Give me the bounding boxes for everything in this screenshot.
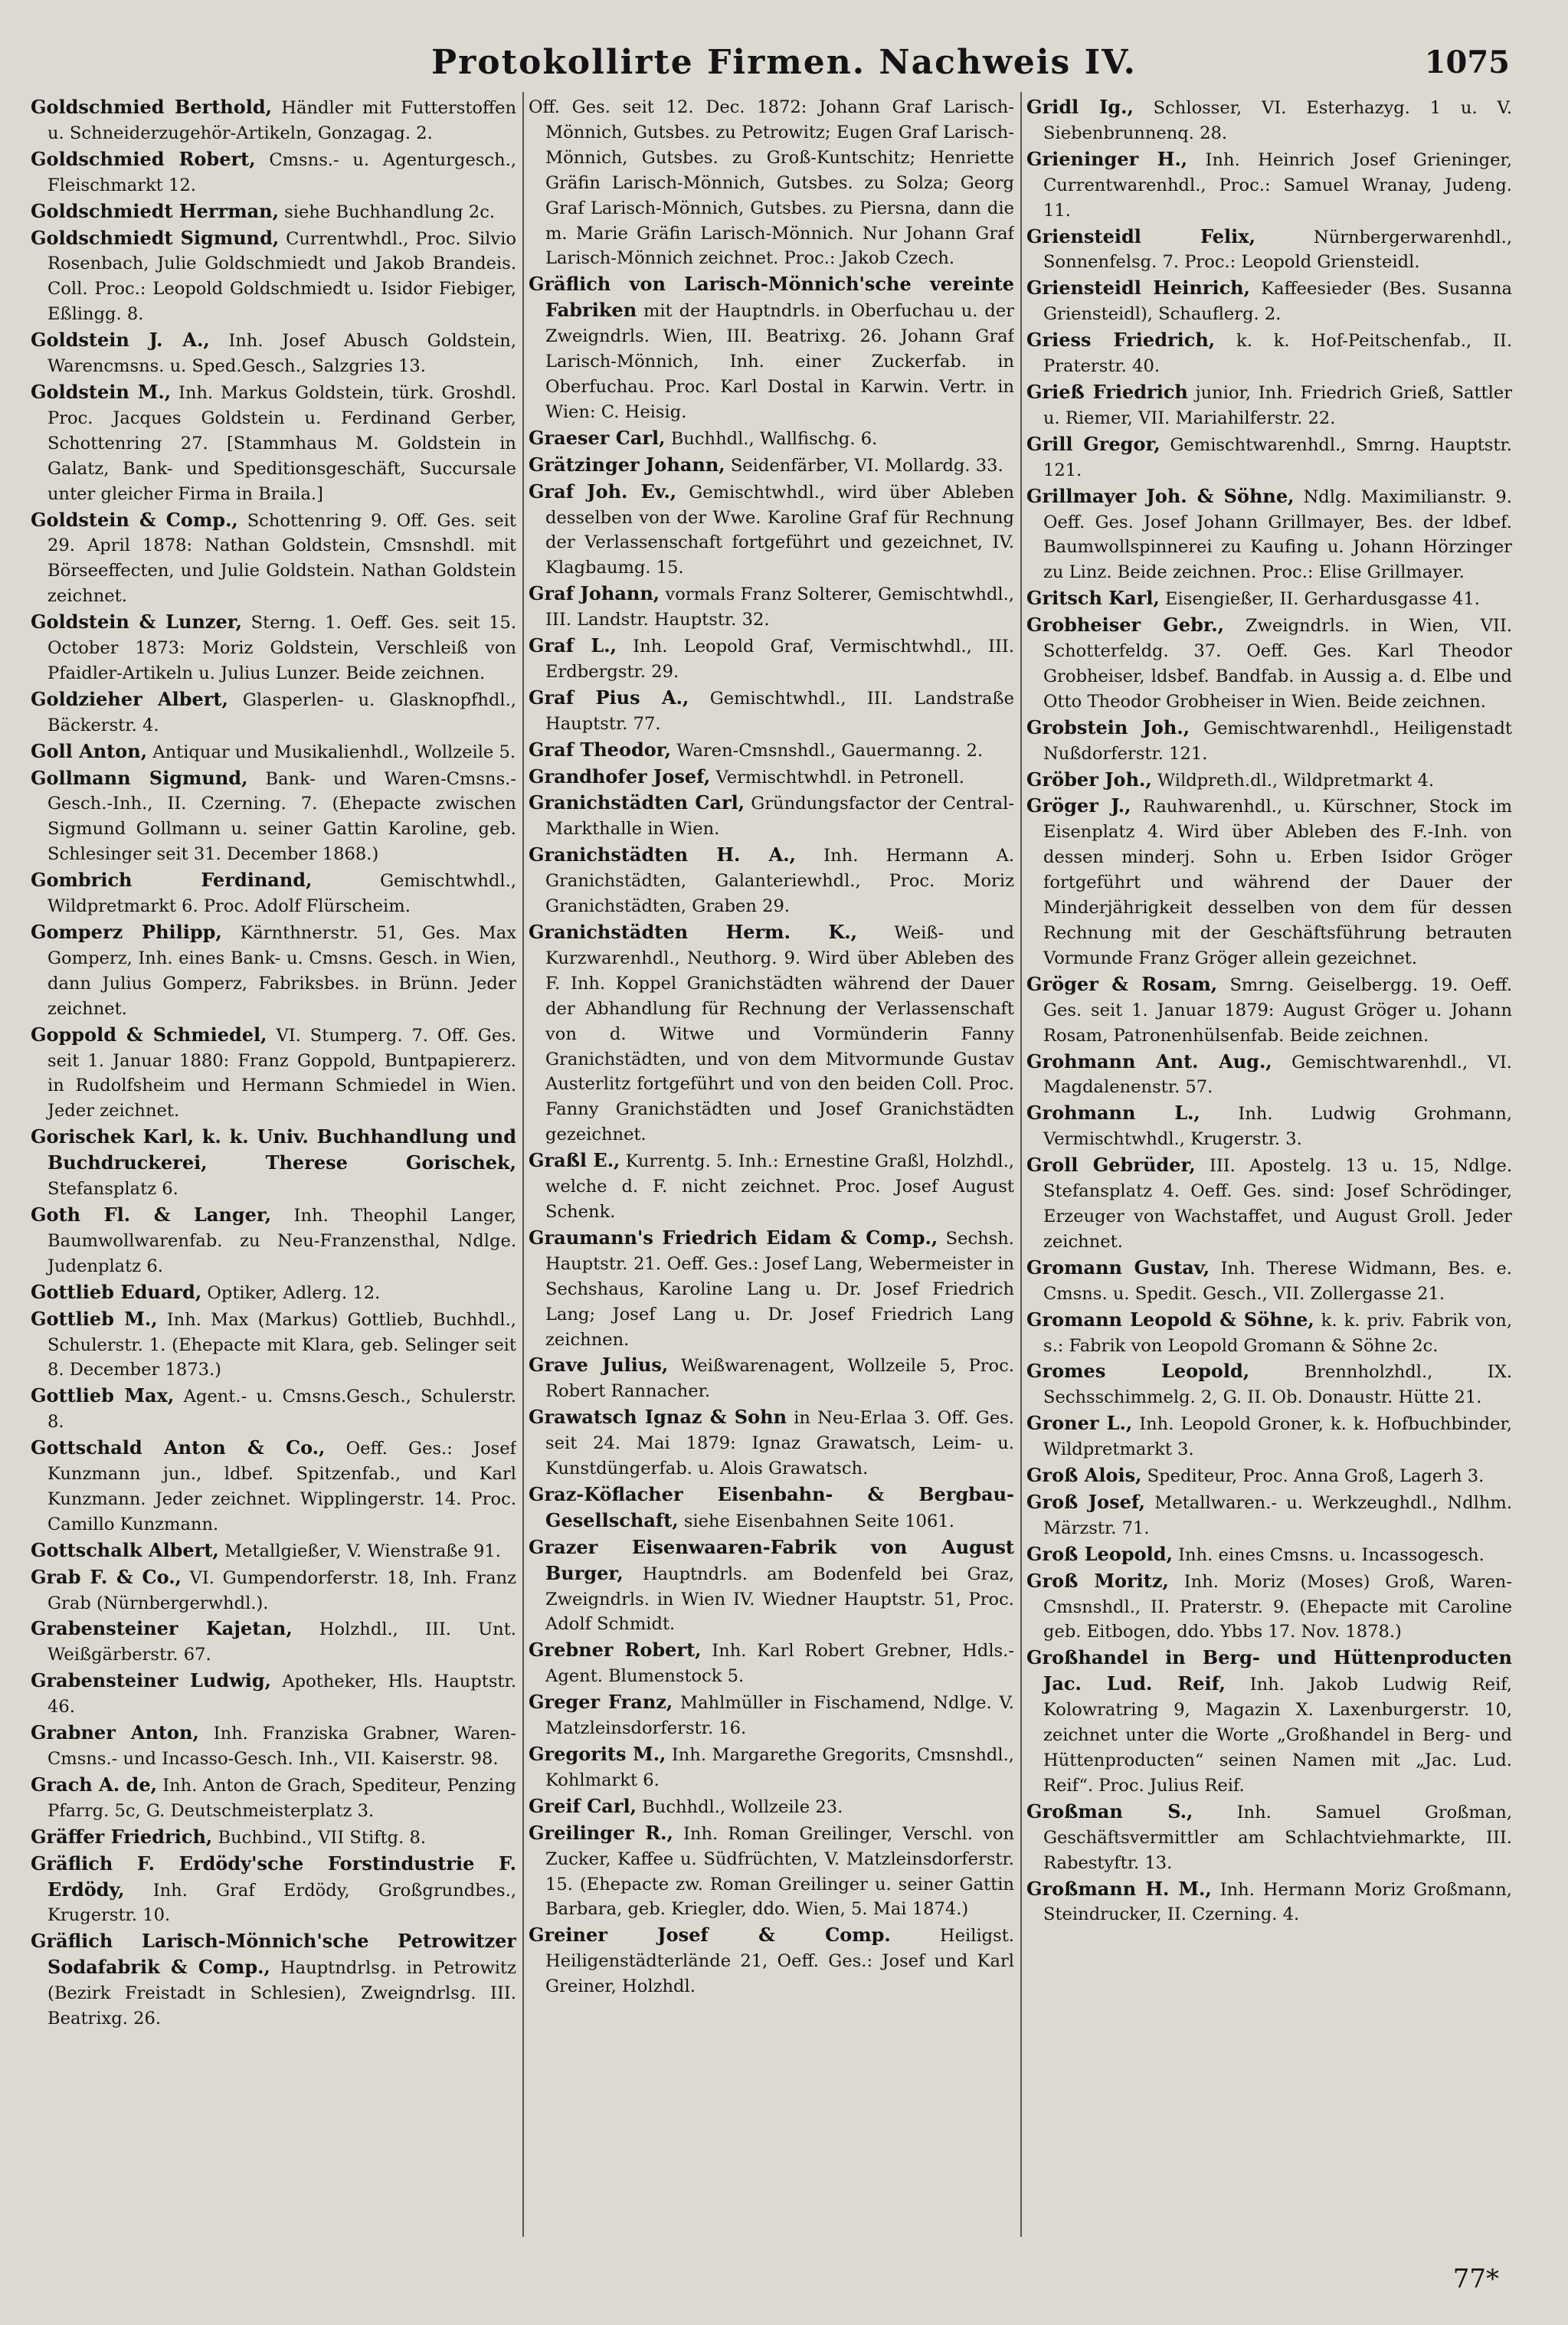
directory-entry <box>1026 1569 1512 1646</box>
directory-entry <box>1026 586 1512 612</box>
firm-name: Gromann Leopold & Söhne, <box>1026 1308 1314 1331</box>
firm-details: Kärnthnerstr. 51, Ges. Max Gomperz, Inh. eines Bank- u. Cmsns. Gesch. in Wien, dann Julius Gomperz, Fabriksbes. in Brünn. Jeder zeichnet. <box>47 923 516 1019</box>
directory-entry <box>1026 1050 1512 1101</box>
directory-entry <box>31 1125 516 1202</box>
directory-entry <box>31 766 516 868</box>
firm-name: Grieninger H., <box>1026 147 1188 170</box>
firm-name: Grab F. & Co., <box>31 1565 182 1588</box>
directory-entry <box>529 765 1014 791</box>
firm-name: Griensteidl Heinrich, <box>1026 277 1250 300</box>
directory-entry <box>31 147 516 198</box>
firm-details: Brennholzhdl., IX. Sechsschimmelg. 2, G. II. Ob. Donaustr. Hütte 21. <box>1043 1362 1512 1408</box>
firm-details: junior, Inh. Friedrich Grieß, Sattler u. Riemer, VII. Mariahilferstr. 22. <box>1043 382 1512 428</box>
firm-details: Inh. Heinrich Josef Grieninger, Currentwarenhdl., Proc.: Samuel Wranay, Judeng. 11. <box>1043 149 1512 221</box>
firm-details: Inh. Josef Abusch Goldstein, Warencmsns. u. Sped.Gesch., Salzgries 13. <box>47 331 516 377</box>
firm-details: Inh. eines Cmsns. u. Incassogesch. <box>1178 1544 1485 1565</box>
firm-details: Inh. Ludwig Grohmann, Vermischtwhdl., Krugerstr. 3. <box>1043 1104 1512 1150</box>
directory-entry <box>529 453 1014 479</box>
firm-details: Smrng. Geiselbergg. 19. Oeff. Ges. seit 1. Januar 1879: August Gröger u. Johann Rosam, Patronenhülsenfab. Beide zeichnen. <box>1043 974 1512 1046</box>
firm-name: Gollmann Sigmund, <box>31 766 248 789</box>
firm-details: Inh. Franziska Grabner, Waren-Cmsns.- und Incasso-Gesch. Inh., VII. Kaiserstr. 98. <box>47 1724 516 1769</box>
firm-name: Graßl E., <box>529 1149 620 1172</box>
firm-name: Granichstädten Herm. K., <box>529 921 858 943</box>
directory-entry <box>529 686 1014 737</box>
directory-entry <box>529 1148 1014 1225</box>
directory-entry <box>31 1721 516 1772</box>
directory-entry <box>529 634 1014 685</box>
directory-entry <box>1026 1411 1512 1462</box>
directory-entry <box>1026 1463 1512 1489</box>
firm-details: vormals Franz Solterer, Gemischtwhdl., III. Landstr. Hauptstr. 32. <box>545 585 1014 630</box>
firm-details: Inh. Margarethe Gregorits, Cmsnshdl., Kohlmarkt 6. <box>545 1745 1014 1790</box>
firm-name: Graf L., <box>529 634 617 657</box>
firm-details: Gemischtwhdl., Wildpretmarkt 6. Proc. Adolf Flürscheim. <box>47 871 516 917</box>
directory-entry <box>31 1538 516 1564</box>
directory-entry <box>31 1436 516 1537</box>
directory-entry <box>1026 1101 1512 1152</box>
directory-entry <box>31 1280 516 1306</box>
directory-entry <box>1026 1799 1512 1876</box>
column-left <box>31 95 516 2232</box>
firm-name: Gromes Leopold, <box>1026 1360 1250 1383</box>
firm-details: siehe Eisenbahnen Seite 1061. <box>683 1511 954 1531</box>
firm-name: Groner L., <box>1026 1412 1133 1435</box>
firm-name: Goldstein J. A., <box>31 329 210 352</box>
directory-entry <box>31 1023 516 1125</box>
directory-entry <box>1026 328 1512 379</box>
firm-details: Currentwhdl., Proc. Silvio Rosenbach, Julie Goldschmiedt und Jakob Brandeis. Coll. Proc.: Leopold Goldschmiedt u. Isidor Fiebiger, Eßlingg. 8. <box>47 228 516 325</box>
directory-entry <box>529 95 1014 271</box>
directory-entry <box>1026 484 1512 586</box>
directory-entry <box>31 1852 516 1929</box>
directory-entry <box>1026 794 1512 971</box>
firm-name: Grawatsch Ignaz & Sohn <box>529 1406 787 1429</box>
firm-name: Groß Josef, <box>1026 1490 1146 1513</box>
firm-details: Mahlmüller in Fischamend, Ndlge. V. Matzleinsdorferstr. 16. <box>545 1693 1014 1739</box>
firm-details: Sechsh. Hauptstr. 21. Oeff. Ges.: Josef Lang, Webermeister in Sechshaus, Karoline Lang u. Dr. Josef Friedrich Lang; Josef Lang u. Dr. Josef Friedrich Lang zeichnen. <box>545 1228 1014 1350</box>
directory-entry <box>31 1203 516 1279</box>
directory-entry <box>1026 1877 1512 1928</box>
firm-name: Greilinger R., <box>529 1821 673 1844</box>
firm-name: Greger Franz, <box>529 1691 673 1714</box>
firm-name: Grabensteiner Kajetan, <box>31 1617 293 1640</box>
firm-details: in Neu-Erlaa 3. Off. Ges. seit 24. Mai 1879: Ignaz Grawatsch, Leim- u. Kunstdüngerfab. u. Alois Grawatsch. <box>545 1408 1014 1479</box>
directory-entry <box>31 687 516 738</box>
firm-name: Gottlieb Eduard, <box>31 1280 202 1303</box>
firm-name: Gridl Ig., <box>1026 96 1134 118</box>
firm-name: Gräflich Larisch-Mönnich'sche Petrowitzer Sodafabrik & Comp., <box>31 1930 516 1979</box>
directory-entry <box>1026 95 1512 146</box>
firm-name: Grobstein Joh., <box>1026 716 1190 738</box>
firm-name: Greif Carl, <box>529 1794 637 1817</box>
firm-name: Goldzieher Albert, <box>31 687 228 710</box>
firm-name: Groß Alois, <box>1026 1464 1142 1487</box>
firm-name: Goll Anton, <box>31 739 148 762</box>
firm-name: Goldstein M., <box>31 380 172 403</box>
firm-name: Graeser Carl, <box>529 426 666 449</box>
firm-details: Zweigndrls. in Wien, VII. Schotterfeldg. 37. Oeff. Ges. Karl Theodor Grobheiser, ldsbef. Bandfab. in Aussig a. d. Elbe und Otto Theodor Grobheiser in Wien. Beide zeichnen. <box>1043 616 1512 712</box>
firm-name: Groll Gebrüder, <box>1026 1154 1196 1177</box>
firm-details: Vermischtwhdl. in Petronell. <box>715 767 964 788</box>
signature-mark: 77* <box>1452 2264 1499 2294</box>
directory-entry <box>1026 1153 1512 1255</box>
directory-entry <box>31 1384 516 1435</box>
firm-details: mit der Hauptndrls. in Oberfuchau u. der Zweigndrls. Wien, III. Beatrixg. 26. Johann Graf Larisch-Mönnich, Inh. einer Zuckerfab. in Oberfuchau. Proc. Karl Dostal in Karwin. Vertr. in Wien: C. Heisig. <box>545 301 1014 422</box>
column-divider <box>1020 92 1022 2237</box>
firm-name: Gritsch Karl, <box>1026 587 1160 610</box>
firm-name: Grazer Eisenwaaren-Fabrik von August Burger, <box>529 1535 1014 1584</box>
directory-entry <box>31 1565 516 1616</box>
directory-entry <box>529 1742 1014 1793</box>
directory-entry <box>529 1535 1014 1638</box>
directory-entry <box>529 1923 1014 1999</box>
firm-details: VI. Stumperg. 7. Off. Ges. seit 1. Januar 1880: Franz Goppold, Buntpapiererz. in Rudolfsheim und Hermann Schmiedel in Wien. Jeder zeichnet. <box>47 1025 516 1122</box>
firm-name: Gomperz Philipp, <box>31 921 222 943</box>
firm-details: Antiquar und Musikalienhdl., Wollzeile 5. <box>152 742 516 762</box>
firm-details: Holzhdl., III. Unt. Weißgärberstr. 67. <box>47 1619 516 1665</box>
firm-details: Kaffeesieder (Bes. Susanna Griensteidl), Schauflerg. 2. <box>1043 279 1512 325</box>
firm-details: Glasperlen- u. Glasknopfhdl., Bäckerstr. 4. <box>47 689 516 735</box>
directory-entry <box>31 508 516 610</box>
directory-entry <box>1026 1542 1512 1568</box>
directory-entry <box>31 1616 516 1668</box>
firm-details: Sterng. 1. Oeff. Ges. seit 15. October 1873: Moriz Goldstein, Verschleiß von Pfaidler-Artikeln u. Julius Lunzer. Beide zeichnen. <box>47 613 516 683</box>
directory-entry <box>31 199 516 225</box>
firm-name: Grohmann L., <box>1026 1102 1200 1125</box>
firm-details: Buchhdl., Wollzeile 23. <box>642 1796 843 1817</box>
firm-name: Goldschmied Robert, <box>31 147 256 170</box>
directory-entry <box>529 581 1014 633</box>
firm-details: Gemischtwarenhdl., Heiligenstadt Nußdorferstr. 121. <box>1043 718 1512 764</box>
firm-name: Gottschald Anton & Co., <box>31 1436 326 1459</box>
firm-name: Grillmayer Joh. & Söhne, <box>1026 484 1295 507</box>
directory-entry <box>1026 972 1512 1049</box>
firm-name: Groß Moritz, <box>1026 1569 1169 1592</box>
directory-entry <box>1026 224 1512 276</box>
firm-details: Händler mit Futterstoffen u. Schneiderzugehör-Artikeln, Gonzagag. 2. <box>47 98 516 143</box>
firm-name: Granichstädten Carl, <box>529 791 745 814</box>
directory-entry <box>1026 1490 1512 1541</box>
firm-name: Granichstädten H. A., <box>529 843 797 866</box>
directory-entry <box>31 226 516 328</box>
directory-entry <box>1026 1256 1512 1307</box>
firm-details: Nürnbergerwarenhdl., Sonnenfelsg. 7. Proc.: Leopold Griensteidl. <box>1043 227 1512 273</box>
directory-entry <box>31 328 516 379</box>
directory-entry <box>1026 147 1512 224</box>
firm-name: Grabensteiner Ludwig, <box>31 1669 272 1692</box>
firm-details: Cmsns.- u. Agenturgesch., Fleischmarkt 12. <box>47 149 516 195</box>
firm-details: Schlosser, VI. Esterhazyg. 1 u. V. Siebenbrunnenq. 28. <box>1043 98 1512 143</box>
firm-details: III. Apostelg. 13 u. 15, Ndlge. Stefansplatz 4. Oeff. Ges. sind: Josef Schrödinger, Erzeuger von Wachstaffet, und August Groll. Jeder zeichnet. <box>1043 1156 1512 1252</box>
firm-name: Graz-Köflacher Eisenbahn- & Bergbau-Gesellschaft, <box>529 1482 1014 1531</box>
directory-entry <box>529 843 1014 919</box>
firm-details: Oeff. Ges.: Josef Kunzmann jun., ldbef. Spitzenfab., und Karl Kunzmann. Jeder zeichnet. Wipplingerstr. 14. Proc. Camillo Kunzmann. <box>47 1439 516 1534</box>
directory-entry <box>529 1638 1014 1689</box>
firm-name: Grabner Anton, <box>31 1721 199 1744</box>
firm-name: Graf Pius A., <box>529 686 689 709</box>
firm-details: Inh. Hermann A. Granichstädten, Galanteriewhdl., Proc. Moriz Granichstädten, Graben 29. <box>545 846 1014 917</box>
firm-name: Grohmann Ant. Aug., <box>1026 1050 1272 1072</box>
firm-name: Großhandel in Berg- und Hüttenproducten Jac. Lud. Reif, <box>1026 1646 1512 1695</box>
firm-name: Graumann's Friedrich Eidam & Comp., <box>529 1226 938 1249</box>
firm-details: VI. Gumpendorferstr. 18, Inh. Franz Grab (Nürnbergerwhdl.). <box>47 1567 516 1613</box>
firm-details: Inh. Therese Widmann, Bes. e. Cmsns. u. Spedit. Gesch., VII. Zollergasse 21. <box>1043 1258 1512 1304</box>
directory-entry <box>529 791 1014 842</box>
firm-name: Graf Joh. Ev., <box>529 480 677 503</box>
firm-name: Goldschmied Berthold, <box>31 96 272 118</box>
firm-name: Gregorits M., <box>529 1743 666 1765</box>
directory-entry <box>31 1307 516 1384</box>
directory-entry <box>31 868 516 919</box>
directory-entry <box>1026 380 1512 431</box>
firm-name: Griensteidl Felix, <box>1026 224 1255 247</box>
firm-details: Eisengießer, II. Gerhardusgasse 41. <box>1165 589 1480 610</box>
directory-entry <box>529 1353 1014 1404</box>
directory-entry <box>1026 1646 1512 1798</box>
directory-entry <box>529 1821 1014 1923</box>
directory-entry <box>31 380 516 507</box>
firm-name: Gräffer Friedrich, <box>31 1825 213 1848</box>
directory-entry <box>1026 432 1512 483</box>
firm-name: Grandhofer Josef, <box>529 765 711 788</box>
firm-name: Goldstein & Lunzer, <box>31 611 243 634</box>
directory-entry <box>1026 613 1512 715</box>
directory-entry <box>31 739 516 765</box>
firm-name: Goldschmiedt Herrman, <box>31 199 279 222</box>
firm-name: Gräflich von Larisch-Mönnich'sche vereinte Fabriken <box>529 273 1014 322</box>
page-title: Protokollirte Firmen. Nachweis IV. <box>431 43 1137 82</box>
firm-name: Großmann H. M., <box>1026 1877 1212 1900</box>
directory-entry <box>31 1825 516 1851</box>
firm-details: Apotheker, Hls. Hauptstr. 46. <box>47 1672 516 1718</box>
firm-details: Gemischtwarenhdl., Smrng. Hauptstr. 121. <box>1043 434 1512 480</box>
directory-entry <box>529 426 1014 452</box>
firm-details: Inh. Hermann Moriz Großmann, Steindrucker, II. Czerning. 4. <box>1043 1879 1512 1925</box>
directory-entry <box>529 920 1014 1148</box>
firm-details: Gemischtwhdl., wird über Ableben desselben von der Wwe. Karoline Graf für Rechnung der Verlassenschaft fortgeführt und gezeichnet, IV. Klagbaumg. 15. <box>545 482 1014 578</box>
firm-details: Hauptndrlsg. in Petrowitz (Bezirk Freistadt in Schlesien), Zweigndrlsg. III. Beatrixg. 26. <box>47 1958 516 2029</box>
firm-name: Grobheiser Gebr., <box>1026 614 1225 637</box>
firm-details: Inh. Leopold Graf, Vermischtwhdl., III. Erdbergstr. 29. <box>545 637 1014 682</box>
firm-details: Kurrentg. 5. Inh.: Ernestine Graßl, Holzhdl., welche d. F. nicht zeichnet. Proc. Josef August Schenk. <box>545 1151 1014 1222</box>
firm-details: Agent.- u. Cmsns.Gesch., Schulerstr. 8. <box>47 1387 516 1433</box>
firm-details: Inh. Samuel Großman, Geschäftsvermittler am Schlachtviehmarkte, III. Rabestyftr. 13. <box>1043 1802 1512 1873</box>
firm-name: Grebner Robert, <box>529 1639 702 1662</box>
firm-details: Inh. Markus Goldstein, türk. Groshdl. Proc. Jacques Goldstein u. Ferdinand Gerber, Schottenring 27. [Stammhaus M. Goldstein in Galatz, Bank- und Speditionsgeschäft, Succursale unter gleicher Firma in Braila.] <box>47 382 516 504</box>
column-middle <box>529 95 1014 2232</box>
firm-name: Goth Fl. & Langer, <box>31 1203 272 1226</box>
firm-name: Gromann Gustav, <box>1026 1256 1210 1279</box>
column-divider <box>522 92 524 2237</box>
firm-details: Metallgießer, V. Wienstraße 91. <box>224 1541 501 1561</box>
firm-name: Goppold & Schmiedel, <box>31 1023 267 1046</box>
firm-name: Gottlieb Max, <box>31 1384 175 1407</box>
firm-details: Inh. Max (Markus) Gottlieb, Buchhdl., Schulerstr. 1. (Ehepacte mit Klara, geb. Selinger seit 8. December 1873.) <box>47 1309 516 1380</box>
firm-details: Inh. Leopold Groner, k. k. Hofbuchbinder, Wildpretmarkt 3. <box>1043 1414 1512 1460</box>
directory-entry <box>1026 716 1512 767</box>
firm-name: Griess Friedrich, <box>1026 329 1216 352</box>
directory-entry <box>31 1668 516 1720</box>
firm-name: Groß Leopold, <box>1026 1542 1173 1565</box>
firm-details: Weiß- und Kurzwarenhdl., Neuthorg. 9. Wird über Ableben des F. Inh. Koppel Granichstädten während der Dauer der Abhandlung für Rechnung der Verlassenschaft von d. Witwe und Vormünderin Fanny Granichstädten, und von dem Mitvormunde Gustav Austerlitz fortgeführt und von den beiden Coll. Proc. Fanny Granichstädten und Josef Granichstädten gezeichnet. <box>545 923 1014 1145</box>
directory-entry <box>529 272 1014 424</box>
directory-entry <box>31 1929 516 2032</box>
firm-name: Graf Johann, <box>529 582 660 605</box>
directory-entry <box>1026 1359 1512 1410</box>
firm-name: Gröger J., <box>1026 794 1131 817</box>
firm-name: Gröger & Rosam, <box>1026 972 1218 995</box>
firm-details: Spediteur, Proc. Anna Groß, Lagerh 3. <box>1147 1466 1485 1487</box>
firm-details: Wildpreth.dl., Wildpretmarkt 4. <box>1157 770 1435 791</box>
firm-name: Grave Julius, <box>529 1354 669 1377</box>
firm-details: Stefansplatz 6. <box>47 1179 178 1200</box>
firm-details: Ndlg. Maximilianstr. 9. Oeff. Ges. Josef Johann Grillmayer, Bes. der ldbef. Baumwollspinnerei zu Kaufing u. Johann Hörzinger zu Linz. Beide zeichnen. Proc.: Elise Grillmayer. <box>1043 486 1512 583</box>
firm-name: Grieß Friedrich <box>1026 380 1188 403</box>
directory-entry <box>529 480 1014 581</box>
firm-details: Buchbind., VII Stiftg. 8. <box>218 1827 427 1848</box>
firm-details: Inh. Theophil Langer, Baumwollwarenfab. zu Neu-Franzensthal, Ndlge. Judenplatz 6. <box>47 1205 516 1276</box>
page-number: 1075 <box>1424 44 1510 80</box>
firm-details: Inh. Karl Robert Grebner, Hdls.-Agent. Blumenstock 5. <box>545 1641 1014 1687</box>
directory-entry <box>1026 1308 1512 1359</box>
directory-entry <box>529 1794 1014 1820</box>
directory-entry <box>1026 768 1512 794</box>
firm-name: Grach A. de, <box>31 1773 157 1796</box>
firm-details: Off. Ges. seit 12. Dec. 1872: Johann Graf Larisch-Mönnich, Gutsbes. zu Petrowitz; Eugen Graf Larisch-Mönnich, Gutsbes. zu Groß-Kuntschitz; Henriette Gräfin Larisch-Mönnich, Gutsbes. zu Solza; Georg Graf Larisch-Mönnich, Gutsbes. zu Piersna, dann die m. Marie Gräfin Larisch-Mönnich. Nur Johann Graf Larisch-Mönnich zeichnet. Proc.: Jakob Czech. <box>529 97 1014 269</box>
firm-name: Gröber Joh., <box>1026 768 1152 791</box>
directory-entry <box>529 738 1014 764</box>
directory-entry <box>1026 276 1512 327</box>
firm-details: k. k. priv. Fabrik von, s.: Fabrik von Leopold Gromann & Söhne 2c. <box>1043 1310 1512 1356</box>
firm-name: Goldstein & Comp., <box>31 508 238 531</box>
directory-entry <box>529 1405 1014 1482</box>
firm-name: Großman S., <box>1026 1799 1193 1822</box>
firm-name: Grill Gregor, <box>1026 432 1160 455</box>
firm-name: Grätzinger Johann, <box>529 453 725 476</box>
firm-details: Rauhwarenhdl., u. Kürschner, Stock im Eisenplatz 4. Wird über Ableben des F.-Inh. von dessen minderj. Sohn u. Erben Isidor Gröger fortgeführt und während der Dauer der Minderjährigkeit desselben von dem für dessen Rechnung mit der Geschäftsführung betrauten Vormunde Franz Gröger allein gezeichnet. <box>1043 797 1512 968</box>
firm-details: Waren-Cmsnshdl., Gauermanng. 2. <box>676 740 984 761</box>
firm-details: Bank- und Waren-Cmsns.-Gesch.-Inh., II. Czerning. 7. (Ehepacte zwischen Sigmund Gollmann u. seiner Gattin Karoline, geb. Schlesinger seit 31. December 1868.) <box>47 768 516 865</box>
firm-details: Metallwaren.- u. Werkzeughdl., Ndlhm. Märzstr. 71. <box>1043 1492 1512 1538</box>
firm-name: Gottschalk Albert, <box>31 1538 219 1561</box>
firm-details: Seidenfärber, VI. Mollardg. 33. <box>730 455 1003 476</box>
directory-entry <box>31 95 516 146</box>
firm-name: Graf Theodor, <box>529 738 671 761</box>
firm-name: Gräflich F. Erdödy'sche Forstindustrie F. Erdödy, <box>31 1852 516 1901</box>
firm-details: k. k. Hof-Peitschenfab., II. Praterstr. 40. <box>1043 331 1512 377</box>
firm-details: Hauptndrls. am Bodenfeld bei Graz, Zweigndrls. in Wien IV. Wiedner Hauptstr. 51, Proc. Adolf Schmidt. <box>545 1564 1014 1635</box>
firm-details: Inh. Roman Greilinger, Verschl. von Zucker, Kaffee u. Südfrüchten, V. Matzleinsdorferstr. 15. (Ehepacte zw. Roman Greilinger u. seiner Gattin Barbara, geb. Kriegler, ddo. Wien, 5. Mai 1874.) <box>545 1823 1014 1920</box>
directory-entry <box>529 1226 1014 1353</box>
directory-entry <box>529 1690 1014 1741</box>
firm-name: Gombrich Ferdinand, <box>31 869 313 892</box>
firm-details: Inh. Jakob Ludwig Reif, Kolowratring 9, Magazin X. Laxenburgerstr. 10, zeichnet unter die Worte „Großhandel in Berg- und Hüttenproducten“ seinen Namen mit „Jac. Lud. Reif“. Proc. Julius Reif. <box>1043 1675 1512 1796</box>
firm-details: siehe Buchhandlung 2c. <box>284 201 496 222</box>
firm-details: Gründungsfactor der Central-Markthalle in Wien. <box>545 794 1014 840</box>
column-right <box>1026 95 1512 2232</box>
directory-entry <box>31 610 516 686</box>
firm-details: Inh. Anton de Grach, Spediteur, Penzing Pfarrg. 5c, G. Deutschmeisterplatz 3. <box>47 1775 516 1821</box>
firm-details: Optiker, Adlerg. 12. <box>207 1282 381 1303</box>
firm-details: Heiligst. Heiligenstädterlände 21, Oeff. Ges.: Josef und Karl Greiner, Holzhdl. <box>545 1926 1014 1997</box>
firm-details: Buchhdl., Wallfischg. 6. <box>670 428 878 449</box>
firm-details: Gemischtwhdl., III. Landstraße Hauptstr. 77. <box>545 688 1014 734</box>
firm-details: Schottenring 9. Off. Ges. seit 29. April 1878: Nathan Goldstein, Cmsnshdl. mit Börseeffecten, und Julie Goldstein. Nathan Goldstein zeichnet. <box>47 510 516 607</box>
directory-entry <box>31 920 516 1022</box>
directory-entry <box>529 1482 1014 1534</box>
page-header <box>0 43 1568 89</box>
firm-name: Greiner Josef & Comp. <box>529 1924 891 1947</box>
firm-details: Inh. Graf Erdödy, Großgrundbes., Krugerstr. 10. <box>47 1880 516 1926</box>
firm-name: Gorischek Karl, k. k. Univ. Buchhandlung und Buchdruckerei, Therese Gorischek, <box>31 1125 516 1174</box>
firm-name: Goldschmiedt Sigmund, <box>31 226 280 249</box>
directory-entry <box>31 1773 516 1824</box>
firm-name: Gottlieb M., <box>31 1307 158 1330</box>
firm-details: Weißwarenagent, Wollzeile 5, Proc. Robert Rannacher. <box>545 1356 1014 1402</box>
firm-details: Inh. Moriz (Moses) Groß, Waren-Cmsnshdl., II. Praterstr. 9. (Ehepacte mit Caroline geb. Eitbogen, ddo. Ybbs 17. Nov. 1878.) <box>1043 1571 1512 1642</box>
firm-details: Gemischtwarenhdl., VI. Magdalenenstr. 57. <box>1043 1052 1512 1098</box>
